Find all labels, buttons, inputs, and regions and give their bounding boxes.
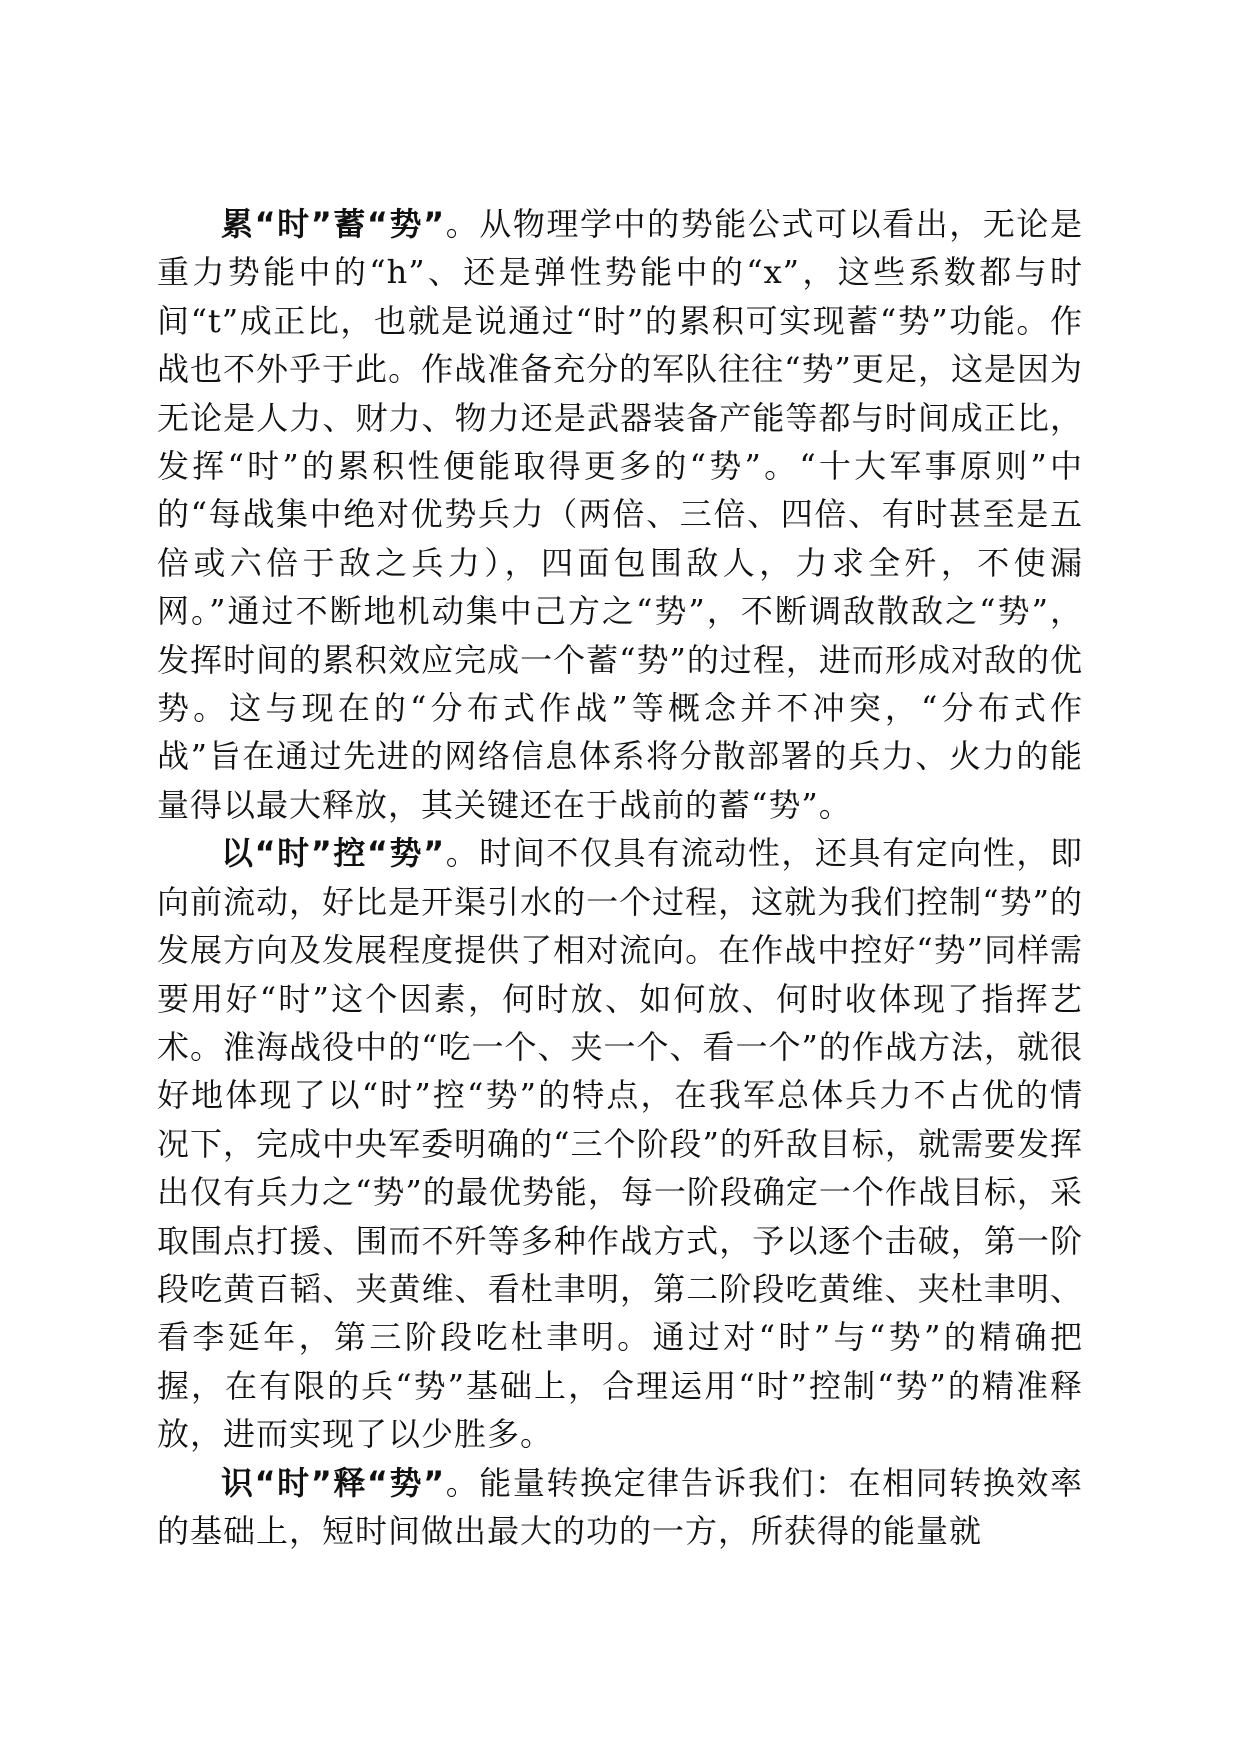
paragraph-text: 。能量转换定律告诉我们：在相同转换效率的基础上，短时间做出最大的功的一方，所获得的能量就 — [157, 1463, 1083, 1550]
paragraph-recognize-time — [157, 1459, 1083, 1556]
document-page — [157, 200, 1083, 1555]
paragraph-text: 。时间不仅具有流动性，还具有定向性，即向前流动，好比是开渠引水的一个过程，这就为我们控制“势”的发展方向及发展程度提供了相对流向。在作战中控好“势”同样需要用好“时”这个因素，何时放、如何放、何时收体现了指挥艺术。淮海战役中的“吃一个、夹一个、看一个”的作战方法，就很好地体现了以“时”控“势”的特点，在我军总体兵力不占优的情况下，完成中央军委明确的“三个阶段”的歼敌目标，就需要发挥出仅有兵力之“势”的最优势能，每一阶段确定一个作战目标，采取围点打援、围而不歼等多种作战方式，予以逐个击破，第一阶段吃黄百韬、夹黄维、看杜聿明，第二阶段吃黄维、夹杜聿明、看李延年，第三阶段吃杜聿明。通过对“时”与“势”的精确把握，在有限的兵“势”基础上，合理运用“时”控制“势”的精准释放，进而实现了以少胜多。 — [157, 834, 1083, 1454]
paragraph-heading: 以“时”控“势” — [221, 834, 446, 873]
paragraph-heading: 识“时”释“势” — [221, 1463, 446, 1502]
paragraph-text: 。从物理学中的势能公式可以看出，无论是重力势能中的“h”、还是弹性势能中的“x”，这些系数都与时间“t”成正比，也就是说通过“时”的累积可实现蓄“势”功能。作战也不外乎于此。作战准备充分的军队往往“势”更足，这是因为无论是人力、财力、物力还是武器装备产能等都与时间成正比，发挥“时”的累积性便能取得更多的“势”。“十大军事原则”中的“每战集中绝对优势兵力（两倍、三倍、四倍、有时甚至是五倍或六倍于敌之兵力），四面包围敌人，力求全歼，不使漏网。”通过不断地机动集中己方之“势”，不断调敌散敌之“势”，发挥时间的累积效应完成一个蓄“势”的过程，进而形成对敌的优势。这与现在的“分布式作战”等概念并不冲突，“分布式作战”旨在通过先进的网络信息体系将分散部署的兵力、火力的能量得以最大释放，其关键还在于战前的蓄“势”。 — [157, 205, 1083, 824]
paragraph-heading: 累“时”蓄“势” — [221, 205, 446, 243]
paragraph-control-time — [157, 829, 1083, 1458]
paragraph-accumulate-time — [157, 200, 1083, 829]
